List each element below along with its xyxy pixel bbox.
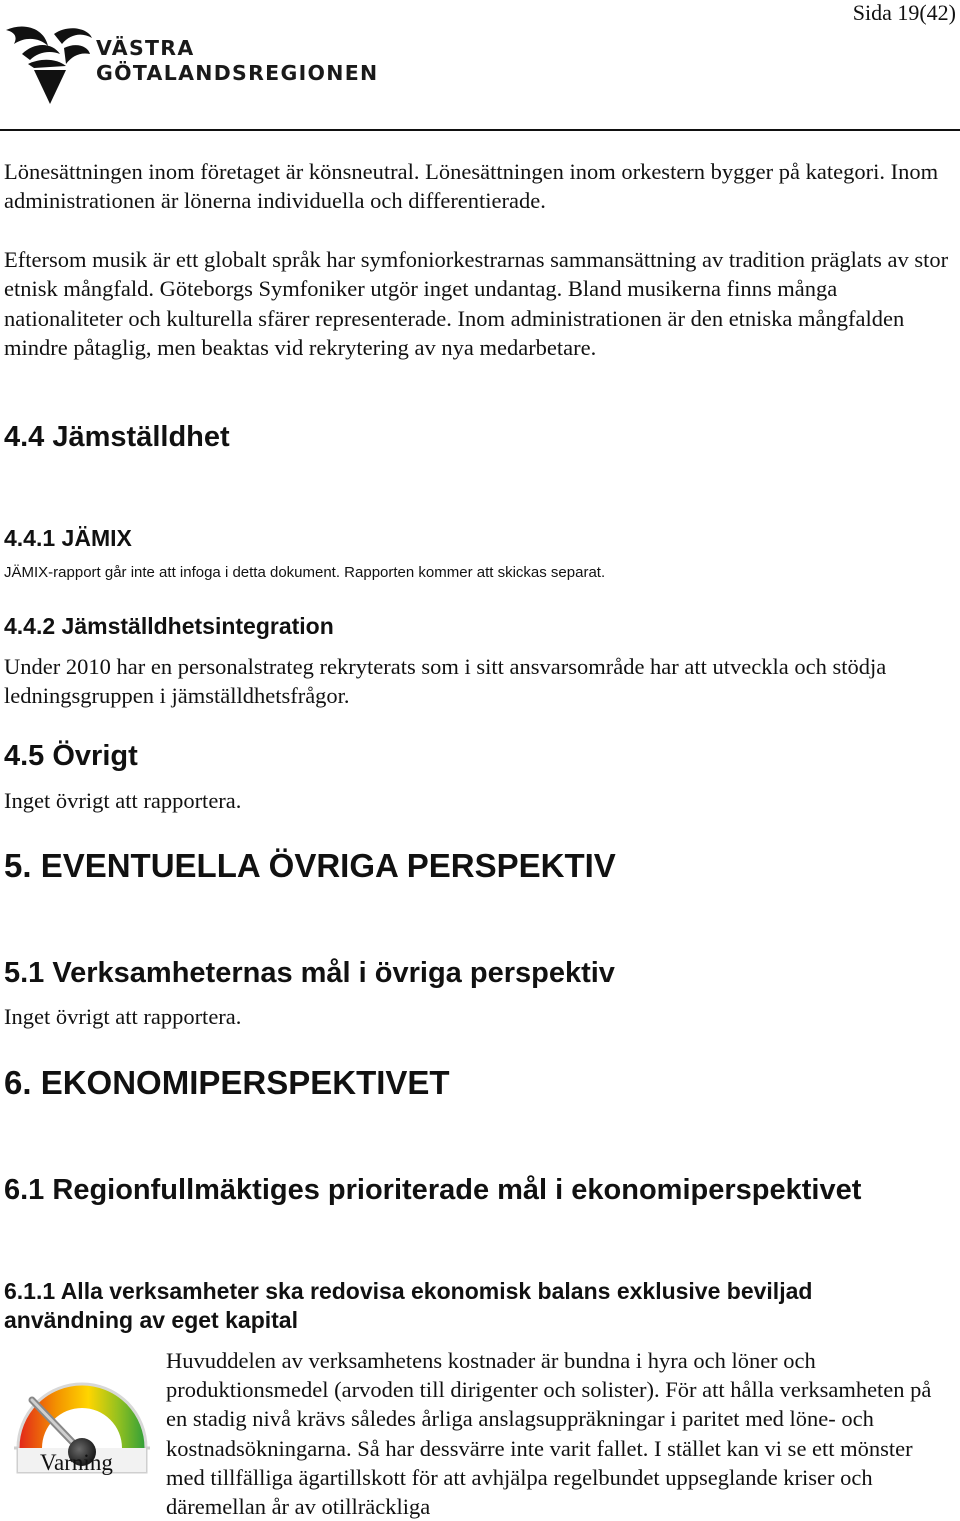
heading-4-5: 4.5 Övrigt [4,740,138,772]
region-logo-icon [4,24,94,106]
paragraph-salary: Lönesättningen inom företaget är könsneutral. Lönesättningen inom orkestern bygger på kategori. Inom administrationen är lönerna individuella och differentierade. [4,159,939,214]
logo-line2: GÖTALANDSREGIONEN [96,61,379,85]
logo-line1: VÄSTRA [96,36,195,60]
heading-6: 6. EKONOMIPERSPEKTIVET [4,1064,450,1101]
region-logo [4,24,394,106]
paragraph-diversity: Eftersom musik är ett globalt språk har symfoniorkestrarnas sammansättning av tradition präglats av stor etnisk mångfald. Göteborgs Symfoniker utgör inget undantag. Bland musikerna finns många nationaliteter och kulturella sfärer representerade. Inom administrationen är den etniska mångfalden mindre påtaglig, men beaktas vid rekrytering av nya medarbetare. [4,247,949,360]
header-divider [0,129,960,131]
paragraph-economy: Huvuddelen av verksamhetens kostnader är bundna i hyra och löner och produktionsmedel (arvoden till dirigenter och solister). För att hålla verksamheten på en stadig nivå krävs således årliga anslagsuppräkningar i paritet med löne- och kostnadsökningarna. Så har dessvärre inte varit fallet. I stället kan vi se ett mönster med tillfälliga ägartillskott för att avhjälpa regelbundet uppseglande kriser och däremellan år av otillräckliga [166,1348,932,1520]
paragraph-other-perspectives: Inget övrigt att rapportera. [4,1004,242,1029]
heading-5-1: 5.1 Verksamheternas mål i övriga perspektiv [4,957,615,989]
gauge-label: Varning [40,1450,113,1475]
heading-4-4-1: 4.4.1 JÄMIX [4,525,132,551]
paragraph-equality: Under 2010 har en personalstrateg rekryterats som i sitt ansvarsområde har att utveckla och stödja ledningsgruppen i jämställdhetsfrågor. [4,654,887,709]
heading-5: 5. EVENTUELLA ÖVRIGA PERSPEKTIV [4,847,616,884]
heading-6-1: 6.1 Regionfullmäktiges prioriterade mål i ekonomiperspektivet [4,1174,862,1206]
logo-text [96,36,378,86]
paragraph-other: Inget övrigt att rapportera. [4,788,242,813]
page-number: Sida 19(42) [852,0,956,25]
paragraph-jamix: JÄMIX-rapport går inte att infoga i detta dokument. Rapporten kommer att skickas separat. [4,564,606,581]
heading-6-1-1: 6.1.1 Alla verksamheter ska redovisa ekonomisk balans exklusive beviljad användning av eget kapital [4,1278,813,1333]
heading-4-4: 4.4 Jämställdhet [4,421,230,453]
heading-4-4-2: 4.4.2 Jämställdhetsintegration [4,613,334,639]
